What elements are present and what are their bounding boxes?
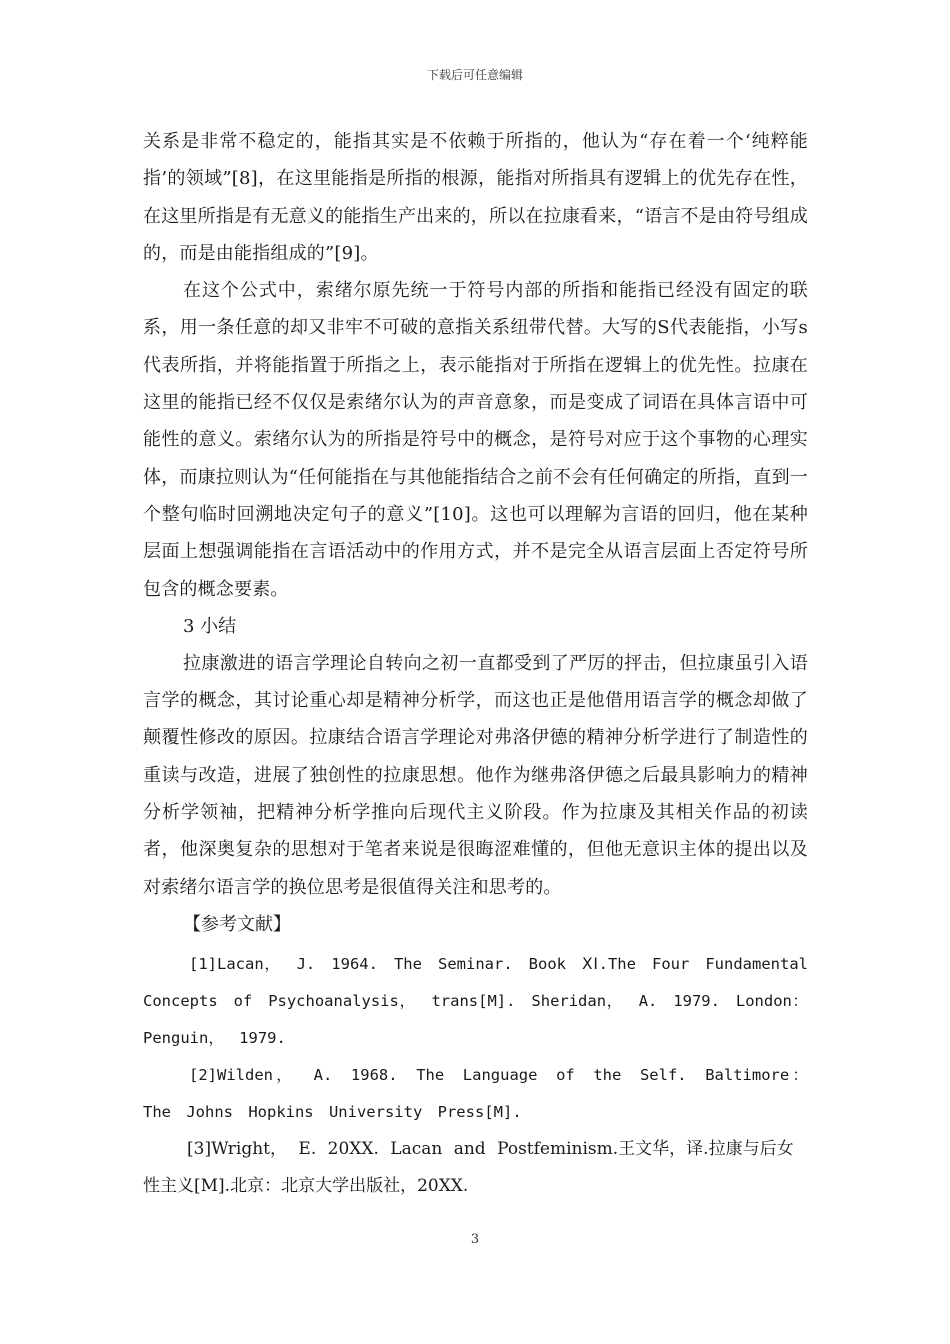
reference-item: [1]Lacan， J. 1964. The Seminar. Book ⅩⅠ.The Four Fundamental Concepts of Psychoanalysis， trans[M]. Sheridan， A. 1979. London：Penguin， 1979. — [143, 954, 808, 1047]
reference-item: [3]Wright， E. 20XX. Lacan and Postfeminism.王文华，译.拉康与后女性主义[M].北京：北京大学出版社，20XX. — [143, 1138, 794, 1196]
page-header: 下载后可任意编辑 — [426, 68, 523, 82]
body-paragraph: 关系是非常不稳定的，能指其实是不依赖于所指的，他认为“存在着一个‘纯粹能指’的领域”[8]，在这里能指是所指的根源，能指对所指具有逻辑上的优先存在性，在这里所指是有无意义的能指生产出来的，所以在拉康看来，“语言不是由符号组成的，而是由能指组成的”[9]。 — [143, 131, 808, 264]
body-paragraph: 在这个公式中，索绪尔原先统一于符号内部的所指和能指已经没有固定的联系，用一条任意的却又非牢不可破的意指关系纽带代替。大写的S代表能指，小写s代表所指，并将能指置于所指之上，表示能指对于所指在逻辑上的优先性。拉康在这里的能指已经不仅仅是索绪尔认为的声音意象，而是变成了词语在具体言语中可能性的意义。索绪尔认为的所指是符号中的概念，是符号对应于这个事物的心理实体，而康拉则认为“任何能指在与其他能指结合之前不会有任何确定的所指，直到一个整句临时回溯地决定句子的意义”[10]。这也可以理解为言语的回归，他在某种层面上想强调能指在言语活动中的作用方式，并不是完全从语言层面上否定符号所包含的概念要素。 — [143, 280, 808, 600]
document-body — [143, 123, 808, 1205]
body-paragraph: 拉康激进的语言学理论自转向之初一直都受到了严厉的抨击，但拉康虽引入语言学的概念，其讨论重心却是精神分析学，而这也正是他借用语言学的概念却做了颠覆性修改的原因。拉康结合语言学理论对弗洛伊德的精神分析学进行了制造性的重读与改造，进展了独创性的拉康思想。他作为继弗洛伊德之后最具影响力的精神分析学领袖，把精神分析学推向后现代主义阶段。作为拉康及其相关作品的初读者，他深奥复杂的思想对于笔者来说是很晦涩难懂的，但他无意识主体的提出以及对索绪尔语言学的换位思考是很值得关注和思考的。 — [143, 652, 808, 898]
section-heading: 3 小结 — [183, 615, 237, 637]
reference-item: [2]Wilden， A. 1968. The Language of the Self. Baltimore： The Johns Hopkins University Press[M]. — [143, 1065, 808, 1121]
page-number: 3 — [470, 1232, 480, 1247]
references-heading: 【参考文献】 — [183, 913, 291, 935]
